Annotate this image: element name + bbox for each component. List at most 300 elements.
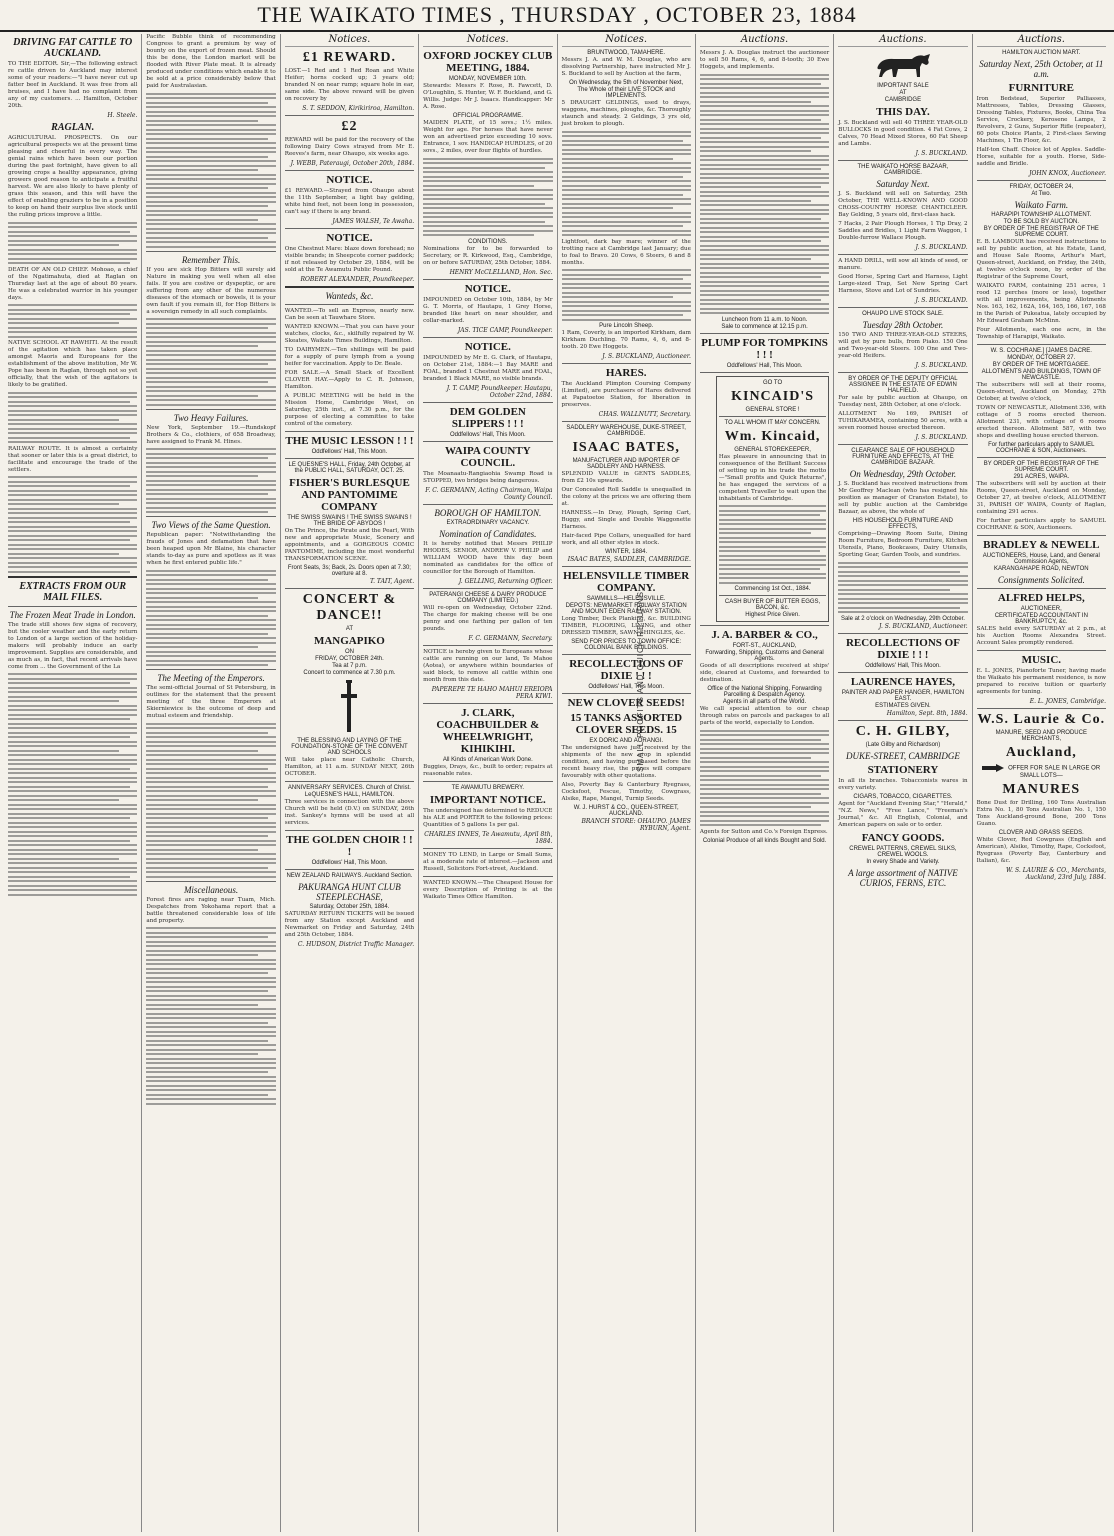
signature: JAS. TICE CAMP, Poundkeeper. <box>457 326 553 334</box>
important-notice-heading: IMPORTANT NOTICE. <box>429 793 546 806</box>
concert-at: AT <box>345 626 354 632</box>
bradley-newell-sub: AUCTIONEERS, House, Land, and General Commission Agents, <box>982 553 1100 565</box>
notice-text: Long Timber, Deck Planking, &c. BUILDING TIMBER, FLOORING, LINING, and other DRESSED TIMBER, SAWN SHINGLES, &c. <box>561 616 691 636</box>
coachbuilder-heading: J. CLARK, COACHBUILDER & WHEELWRIGHT, KIHIKIHI. <box>436 706 540 755</box>
wednesday-line: On Wednesday, 29th October. <box>849 469 957 479</box>
divider <box>423 703 552 704</box>
signature: J. S. BUCKLAND, Auctioneer. <box>602 353 691 360</box>
sheep-heading: Pure Lincoln Sheep. <box>599 323 654 329</box>
helps-sub: AUCTIONEER, <box>1020 606 1062 612</box>
article-text: RAILWAY ROUTE. It is almost a certainty that sooner or later this is a great district, to facilitate and encourage the trade of the settlers. <box>8 445 138 473</box>
colonial-produce-line: Colonial Produce of all kinds Bought and Sold. <box>702 837 827 844</box>
column-8 <box>973 34 1110 1532</box>
headline-two-views: Two Views of the Same Question. <box>151 520 271 530</box>
divider <box>146 669 275 670</box>
column-heading: Auctions. <box>700 34 829 47</box>
divider <box>977 457 1106 458</box>
program-line: THE SWISS SWAINS ! THE SWISS SWAINS ! THE BRIDE OF ABYDOS ! <box>287 515 412 527</box>
signature: JAMES WALSH, Te Awaha. <box>332 218 415 225</box>
ad-subline: Oddfellows' Hall, This Moon. <box>865 662 941 669</box>
signature: C. HUDSON, District Traffic Manager. <box>297 941 415 948</box>
monday-line: MONDAY, OCTOBER 27. <box>1007 355 1076 361</box>
divider <box>977 708 1106 709</box>
notice-text: Has pleasure in announcing that in consequence of the Brilliant Success of setting up in his trade the motto—"Small profits and Quick Returns", he has engaged the services of a competent Traveller to wait upon the inhabitants of Cambridge. <box>718 453 827 502</box>
signature: PAPEREPE TE HAHO MAHUI EREIOPA PERA KIWI. <box>431 685 553 700</box>
mortgagee-line: BY ORDER OF THE MORTGAGEE. <box>992 362 1090 368</box>
stationery-heading: STATIONERY <box>867 763 939 776</box>
divider <box>146 881 275 882</box>
kincaid-go: GO TO <box>763 379 783 386</box>
sale-date: On Wednesday, the 5th of November Next, <box>569 80 684 86</box>
text-lines <box>8 476 137 573</box>
divider <box>562 693 691 694</box>
concern-line: TO ALL WHOM IT MAY CONCERN. <box>724 419 821 426</box>
divider <box>838 254 967 255</box>
notice-text: We call special attention to our cheap through rates on parcels and packages to all parts of the world, especially to London. <box>699 706 830 726</box>
article-text: TO THE EDITOR. Sir,—The following extract re cattle driven to Auckland may interest some of your readers:—"I have never cut up fatter beef in Auckland. It was free from all bruises, and I have had no complaint from any of my customers. ... Hamilton, October 20th. <box>8 61 138 109</box>
registrar-line: BY ORDER OF THE REGISTRAR OF THE SUPREME COURT. <box>983 226 1099 238</box>
signature: J. GELLING, Returning Officer. <box>458 577 553 585</box>
column-2 <box>142 34 280 1532</box>
brewery-heading: TE AWAMUTU BREWERY. <box>451 784 524 791</box>
divider <box>423 848 552 849</box>
cheese-company-heading: PATERANGI CHEESE & DAIRY PRODUCE COMPANY (LIMITED.) <box>429 591 547 604</box>
crewel-line: CREWEL PATTERNS, CREWEL SILKS, CREWEL WOOLS. <box>849 845 957 858</box>
notice-text: J. S. Buckland will sell 40 THREE YEAR-OLD BULLOCKS in good condition. 4 Fat Cows, 2 Calves, 70 Head Mixed Stores, 60 Fat Sheep and Lambs. <box>838 120 968 147</box>
sale-at: AT <box>899 90 907 96</box>
gilby-address: DUKE-STREET, CAMBRIDGE <box>846 750 960 761</box>
kincaid-store: GENERAL STORE ! <box>745 406 800 413</box>
divider <box>423 441 552 442</box>
column-heading: Auctions. <box>838 34 967 47</box>
cigars-line: CIGARS, TOBACCO, CIGARETTES. <box>853 793 953 800</box>
agents-line: Agents in all parts of the World. <box>722 699 807 705</box>
text-lines <box>700 74 829 315</box>
concert-place: MANGAPIKO <box>313 635 385 647</box>
music-heading: MUSIC. <box>1021 654 1062 666</box>
notice-text: Messrs J. A. Douglas instruct the auctioneer to sell 50 Rams, 4, 6, and 8-tooth; 30 Ewe Hoggets, and implements. <box>699 50 830 70</box>
divider <box>285 869 414 870</box>
offer-text: OFFER FOR SALE IN LARGE OR SMALL LOTS— <box>1008 765 1101 779</box>
divider <box>285 588 414 589</box>
notice-text: E. B. LAMBOUR has received instructions to sell by public auction, at his Estate, Land, and House Sale Rooms, Arthur's Mart, Queen-street, Auckland, on Friday, the 24th, at twelve o'clock noon, by order of the Registrar of the Supreme Court, <box>976 239 1106 280</box>
divider <box>285 431 414 432</box>
household-heading: HIS HOUSEHOLD FURNITURE AND EFFECTS, <box>852 518 953 530</box>
signature: T. TAIT, Agent. <box>369 578 415 585</box>
notice-text: IMPOUNDED on October 10th, 1884, by Mr G. T. Morris, of Hautapu, 1 Grey Horse, branded like heart on near shoulder, and collar-marked. <box>423 296 553 324</box>
text-lines <box>700 730 829 827</box>
masthead-date: OCTOBER 23, 1884 <box>655 2 857 27</box>
divider <box>8 606 137 607</box>
notice-text: Three services in connection with the above Church will be held (D.V.) on SUNDAY, 26th inst. Sankey's hymns will be used at all services. <box>284 799 415 826</box>
notice-text: Half-ton Chaff. Choice lot of Apples. Saddle-Horse, suitable for a youth. Horse, Side-saddle and Bridle. <box>976 147 1106 167</box>
kincaid-name: KINCAID'S <box>731 388 815 404</box>
notice-text: Lightfoot, dark bay mare; winner of the trotting race at Cambridge last January; due to foal to Bravo. 20 Cows, 6 Steers, 6 and 8 months. <box>561 238 691 266</box>
notice-text: For further particulars apply to SAMUEL COCHRANE & SON, Auctioneers. <box>976 518 1106 531</box>
divider <box>719 595 826 596</box>
notice-text: Agents for Sutton and Co.'s Foreign Express. <box>699 828 828 835</box>
laurie-sub: MANURE, SEED AND PRODUCE MERCHANTS, <box>995 730 1087 742</box>
sale-place: CAMBRIDGE <box>884 97 922 103</box>
notice-text: The Auckland Plimpton Coursing Company (Limited), are purchasers of Hares delivered at Papatoetoe Station, for liberation in preserves. <box>561 381 691 408</box>
depots-line: DEPOTS: NEWMARKET RAILWAY STATION AND MOUNT EDEN RAILWAY STATION. <box>565 603 687 615</box>
signature: ISAAC BATES, SADDLER, CAMBRIDGE. <box>567 556 691 563</box>
waikato-farm-heading: Waikato Farm. <box>1014 200 1069 210</box>
shades-line: In every Shade and Variety. <box>866 858 940 865</box>
notice-text: Will take place near Catholic Church, Hamilton, at 11 a.m. SUNDAY NEXT, 26th OCTOBER. <box>284 757 415 777</box>
cash-buyer-line: CASH BUYER OF BUTTER EGGS, BACON, &c. <box>724 599 821 611</box>
notice-heading: NOTICE. <box>464 282 511 295</box>
divider <box>719 416 826 417</box>
column-heading: Notices. <box>562 34 691 47</box>
signature: CHAS. WALLNUTT, Secretary. <box>598 411 691 418</box>
notice-text: Four Allotments, each one acre, in the Township of Harapipi, Waikato. <box>976 327 1106 340</box>
article-text: DEATH OF AN OLD CHIEF. Mohoao, a chief of the Ngatimahuta, died at Raglan on Thursday last at the age of about 80 years. He was a celebrated warrior in his younger days. <box>8 266 138 301</box>
concert-time: Concert to commence at 7.30 p.m. <box>303 670 396 676</box>
notice-text: SPLENDID VALUE in GENTS SADDLES, from £2 10s upwards. <box>561 471 691 484</box>
signature: H. Steele. <box>107 112 138 119</box>
signature: W. S. LAURIE & CO., Merchants, Auckland, 23rd July, 1884. <box>1006 867 1106 881</box>
clover-seeds-heading: NEW CLOVER SEEDS! <box>567 697 685 709</box>
column-6 <box>696 34 834 1532</box>
hares-heading: HARES. <box>605 367 647 379</box>
column-heading: Auctions. <box>977 34 1106 47</box>
coachbuilder-sub: All Kinds of American Work Done. <box>442 756 533 763</box>
allotments-heading: ALLOTMENTS AND BUILDINGS, TOWN OF NEWCASTLE. <box>981 369 1102 381</box>
divider <box>423 588 552 589</box>
helps-heading: ALFRED HELPS, <box>997 592 1085 604</box>
auction-mart-heading: HAMILTON AUCTION MART. <box>1002 50 1081 56</box>
notice-text: WANTED KNOWN.—The Cheapest House for every Description of Printing is at the Waikato Times Office Hamilton. <box>423 879 553 900</box>
vertical-slogan: SMALL PROFITS AND QUICK RETURNS. <box>636 587 645 773</box>
headline-miscellaneous: Miscellaneous. <box>183 884 239 895</box>
notice-text: In all its branches. Tobacconists wares in every variety. <box>838 777 968 791</box>
signature: J. S. BUCKLAND, Auctioneer. <box>879 622 968 630</box>
borough-vacancy: EXTRAORDINARY VACANCY. <box>446 519 530 526</box>
ad-subline: Oddfellows' Hall, This Moon. <box>726 362 803 369</box>
clearance-heading: CLEARANCE SALE OF HOUSEHOLD FURNITURE AND EFFECTS, AT THE CAMBRIDGE BAZAAR. <box>851 448 955 466</box>
text-lines <box>423 158 552 237</box>
acres-heading: 291 ACRES, WAIPA. <box>1013 474 1070 480</box>
signature: J. T. CAMP, Poundkeeper. Hautapu, October 22nd, 1884. <box>446 384 553 399</box>
signature: J. S. BUCKLAND. <box>915 362 968 369</box>
headline-mail-extracts: EXTRACTS FROM OUR MAIL FILES. <box>19 580 127 603</box>
saddlery-heading: SADDLERY WAREHOUSE, DUKE-STREET, CAMBRIDGE. <box>566 425 686 437</box>
commencing-line: Commencing 1st Oct., 1884. <box>734 586 811 592</box>
jockey-club-heading: OXFORD JOCKEY CLUB MEETING, 1884. <box>423 50 553 74</box>
divider <box>423 402 552 403</box>
notice-text: 1 Ram, Coverly, is an imported Kirkham, dam Kirkham Duchling. 70 Rams, 4, 6, and 8-tooth. 20 Ewe Hoggets. <box>561 330 691 350</box>
divider <box>838 672 967 673</box>
jockey-club-date: MONDAY, NOVEMBER 10th. <box>448 76 527 82</box>
sale-time-line: Sale to commence at 12.15 p.m. <box>721 323 808 330</box>
text-lines <box>146 318 275 406</box>
notice-text: For sale by public auction at Ohaupo, on Tuesday next, 28th October, at one o'clock. <box>838 395 968 408</box>
text-lines <box>8 222 137 265</box>
grass-seeds-heading: CLOVER AND GRASS SEEDS. <box>998 830 1084 836</box>
notice-text: Stewards: Messrs F. Rose, R. Fawcett, D. O'Loughlin, S. Hunter, W. F. Buckland, and G. Willis. Judge: Mr J. Isaacs. Handicapper: Mr A. Rose. <box>423 83 553 110</box>
company-heading: FISHER'S BURLESQUE AND PANTOMIME COMPANY <box>289 477 410 513</box>
notice-text: LOST.—1 Red and 1 Red Roan and White Heifer; horns cocked up; 3 years old; branded N on near rump; square hole in ear, same side. The above reward will be given on recovery by <box>284 68 415 102</box>
notice-text: MAIDEN PLATE, of 15 sovs.; 1½ miles. Weight for age. For horses that have never won an advertised prize exceeding 10 sovs. Entrance, 1 sov. HANDICAP HURDLES, of 20 sovs., 2 miles, over four flights of hurdles. <box>423 120 553 154</box>
column-4 <box>419 34 557 1532</box>
important-sale-heading: IMPORTANT SALE <box>877 83 929 89</box>
sale-date: Saturday Next, 25th October, at 11 a.m. <box>979 59 1104 79</box>
notice-text: Also, Poverty Bay & Canterbury Ryegrass, Cocksfoot, Fescue, Timothy, Cowgrass, Alsike, Rape, Mangel, Turnip Seeds. <box>561 782 691 802</box>
divider <box>838 160 967 161</box>
headline-remember-this: Remember This. <box>181 254 241 265</box>
divider <box>285 781 414 782</box>
notice-text: TOWN OF NEWCASTLE, Allotment 336, with cottage of 5 rooms erected thereon. Allotment 231, with cottage of 6 rooms erected thereon. Allotment 587, with two shops and dwelling house erected thereon. <box>976 405 1106 439</box>
harapipi-heading: HARAPIPI TOWNSHIP ALLOTMENT. <box>991 212 1092 218</box>
masthead-day: THURSDAY <box>511 2 638 27</box>
divider <box>700 333 829 334</box>
programme-heading: OFFICIAL PROGRAMME. <box>452 113 523 119</box>
notice-heading: NOTICE. <box>464 340 511 353</box>
signature: BRANCH STORE: OHAUPO. JAMES RYBURN, Agent. <box>581 818 691 832</box>
notice-text: Nominations for to be forwarded to Secretary, or R. Kirkwood, Esq., Cambridge, on or before SATURDAY, 25th October, 1884. <box>423 245 553 266</box>
laurie-city: Auckland, <box>1005 745 1077 760</box>
divider <box>285 458 414 459</box>
article-text: NATIVE SCHOOL AT RAWHITI. At the result of the agitation which has taken place amongst Maoris and Europeans for the establishment of the above institution, Mr W. Pope has been in Raglan, through not so yet officially, that the wish of the agitators is likely to be gratified. <box>8 340 138 388</box>
signature: J. WEBB, Pateraugi, October 20th, 1884. <box>290 160 415 167</box>
divider <box>423 876 552 877</box>
paper-title: THE WAIKATO TIMES <box>257 2 494 27</box>
signature: HENRY McCLELLAND, Hon. Sec. <box>449 268 553 276</box>
notice-text: The undersigned has determined to REDUCE his ALE and PORTER to the following prices: Quantities of 5 gallons 1s per gal. <box>423 807 553 828</box>
notice-text: The undersigned have just received by the shipments of the new crop in splendid condition, and having purchased before the recent heavy rise, the prices will compare favourably with other quotations. <box>561 745 691 779</box>
golden-choir-heading: THE GOLDEN CHOIR ! ! ! <box>286 834 413 858</box>
divider <box>562 363 691 364</box>
notice-text: Agent for "Auckland Evening Star," "Herald," "N.Z. News," "Free Lance," "Freeman's Journal," &c. All English, Colonial, and American papers on sale or to order. <box>838 800 968 828</box>
notice-text: A PUBLIC MEETING will be held in the Mission Home, Cambridge West, on Saturday, 25th inst., at 7.30 p.m., for the purpose of electing a committee to take control of the cemetery. <box>284 393 415 427</box>
concert-date: FRIDAY, OCTOBER 24th. <box>315 656 384 662</box>
tuesday-line: Tuesday 28th October. <box>862 320 944 330</box>
notice-text: The Moanaatu-Rangiaohia Swamp Road is STOPPED, two bridges being dangerous. <box>423 470 553 484</box>
reward-heading: £1 REWARD. <box>302 50 397 65</box>
signature: J. S. BUCKLAND. <box>915 434 968 441</box>
this-day-heading: THIS DAY. <box>876 106 930 118</box>
divider <box>977 650 1106 651</box>
signature: F. C. GERMANN, Secretary. <box>468 634 553 642</box>
notice-text: WANTED.—To sell an Express, nearly new. Can be seen at Tauwhare Store. <box>284 308 415 321</box>
signature: J. S. BUCKLAND. <box>915 244 968 251</box>
text-lines <box>146 448 275 513</box>
luncheon-line: Luncheon from 11 a.m. to Noon. <box>721 316 808 323</box>
divider <box>700 372 829 373</box>
hunt-club-date: Saturday, October 25th, 1884. <box>309 904 390 910</box>
consignments-line: Consignments Solicited. <box>997 575 1085 585</box>
deputy-assignee-line: BY ORDER OF THE DEPUTY OFFICIAL ASSIGNEE IN THE ESTATE OF EDWIN HALFIELD. <box>848 376 958 394</box>
shipment-line: EX DORIC AND AORANGI. <box>589 738 664 744</box>
notice-text: The subscribers will sell at their rooms, Queen-street, Auckland on Monday, 27th October, at twelve o'clock, <box>976 382 1106 402</box>
dixie-heading: RECOLLECTIONS OF DIXIE ! ! ! <box>569 658 684 682</box>
borough-heading: BOROUGH OF HAMILTON. <box>434 507 542 518</box>
divider <box>423 279 552 280</box>
text-lines <box>562 131 691 237</box>
notice-text: HARNESS.—In Dray, Plough, Spring Cart, Buggy, and Single and Double Waggonette Harness. <box>561 510 691 530</box>
gilby-name: C. H. GILBY, <box>855 723 951 739</box>
section-wanteds: Wanteds, &c. <box>325 291 374 301</box>
headline-driving-cattle: DRIVING FAT CATTLE TO AUCKLAND. <box>13 37 133 59</box>
golden-slippers-heading: DEM GOLDEN SLIPPERS ! ! ! <box>449 405 526 430</box>
reward-heading: £2 <box>341 119 358 134</box>
text-lines <box>562 269 691 321</box>
blessing-heading: THE BLESSING AND LAYING OF THE FOUNDATION-STONE OF THE CONVENT AND SCHOOLS <box>291 738 408 756</box>
railways-heading: NEW ZEALAND RAILWAYS. Auckland Section. <box>286 873 413 879</box>
notice-text: SALES held every SATURDAY at 2 p.m., at his Auction Rooms Alexandra Street. Account Sales promptly rendered. <box>976 626 1106 646</box>
article-text: Forest fires are raging near Tuam, Mich. Despatches from Yokohama report that a battle threatened considerable loss of life and property. <box>146 896 276 924</box>
gilby-sub: (Late Gilby and Richardson) <box>865 741 941 748</box>
headline-frozen-meat: The Frozen Meat Trade in London. <box>9 609 136 620</box>
notice-text: WANTED KNOWN.—That you can have your watches, clocks, &c., skilfully repaired by W. Skeates, Waikato Times Buildings, Hamilton. <box>284 324 415 344</box>
column-heading: Notices. <box>423 34 552 47</box>
send-prices-line: SEND FOR PRICES TO TOWN OFFICE: COLONIAL BANK BUILDINGS. <box>571 639 682 651</box>
signature: ROBERT ALEXANDER, Poundkeeper. <box>300 276 415 283</box>
offer-line <box>977 763 1106 779</box>
nomination-heading: Nomination of Candidates. <box>439 528 537 539</box>
notice-text: Bone Dust for Drilling, 160 Tons Australian Extra No. 1, 80 Tons Australian No. 1, 150 Tons Auckland-ground Bone, 200 Tons Guano. <box>976 800 1106 827</box>
kincaid-ad <box>716 376 829 623</box>
notice-text: 150 TWO AND THREE-YEAR-OLD STEERS, will get by pure bulls, from Piako. 150 One and Two-year-old Steers. 100 One and Two-year-old Heifers. <box>838 332 968 359</box>
manures-heading: MANURES <box>1002 782 1081 797</box>
fancy-goods-heading: FANCY GOODS. <box>861 831 945 844</box>
headline-failures: Two Heavy Failures. <box>173 412 249 423</box>
notice-text: £1 REWARD.—Strayed from Ohaupo about the 11th September, a light bay gelding, white hind feet, not been long in possession, can't say if there is any brand. <box>284 188 415 215</box>
tompkins-heading: PLUMP FOR TOMPKINS ! ! ! <box>701 336 828 361</box>
notice-text: FOR SALE.—A Small Stack of Excellent CLOVER HAY.—Apply to C. R. Johnson, Hamilton. <box>284 370 415 390</box>
text-lines <box>8 673 137 896</box>
article-text: The semi-official Journal of St Petersburg, in outlines for the statement that the present meeting of the three Emperors at Skierniewice is the outcome of deep and mutual esteem and friendship. <box>146 685 276 719</box>
pointing-hand-icon <box>982 763 1006 773</box>
friday-line: FRIDAY, OCTOBER 24, <box>1009 184 1074 190</box>
column-heading: Notices. <box>285 34 414 47</box>
horse-icon <box>872 50 934 80</box>
notice-text: It is hereby notified that Messrs PHILIP RHODES, SENIOR, ANDREW V. PHILIP and WILLIAM WOOD have this day been nominated as candidates for the office of councillor for the Borough of Hamilton. <box>423 540 553 575</box>
ad-subline: Oddfellows' Hall, This Moon. <box>449 431 526 438</box>
column-5 <box>558 34 696 1532</box>
music-lesson-heading: THE MUSIC LESSON ! ! ! <box>285 435 414 447</box>
notice-text: On The Prince, the Pirate and the Pearl, With new and appropriate Music, Scenery and appointments, and a GORGEOUS COMIC PANTOMIME, including the most wonderful TRANSFORMATION SCENE. <box>284 528 415 562</box>
divider <box>423 337 552 338</box>
signature: J. S. BUCKLAND. <box>915 297 968 304</box>
ad-subline: Oddfellows' Hall, This Moon. <box>311 449 388 455</box>
notice-text: Iron Bedstead, Superior Palliasses, Mattresses, Tables, Dressing Glasses, Dressing Tables, Fixtures, Books, China Tea Service, Crockery, Kerosene Lamps, 2 Revolvers, 2 Guns, Superior Rifle (repeater), 60 pots Choice Plants, 2 First-class Sewing Machines, 1 Tin Floor, &c. <box>976 96 1106 144</box>
divider <box>423 645 552 646</box>
concert-tea: Tea at 7 p.m. <box>332 663 367 669</box>
ohaupo-sale-heading: OHAUPO LIVE STOCK SALE. <box>862 311 944 317</box>
divider <box>977 588 1106 589</box>
winter-line: WINTER, 1884. <box>605 549 648 555</box>
saturday-next: Saturday Next. <box>876 179 930 189</box>
signature: J. S. BUCKLAND. <box>915 150 968 157</box>
divider <box>838 307 967 308</box>
article-text: Republican paper: "Notwithstanding the frauds of Jones and defamation that have been heaped upon Mr Blaine, his character stands to-day as pure and spotless as it was when he first entered public life." <box>146 532 276 566</box>
headline-emperors: The Meeting of the Emperors. <box>157 673 265 683</box>
prices-line: Front Seats, 3s; Back, 2s. Doors open at 7.30; overture at 8. <box>287 565 411 577</box>
text-lines <box>146 927 275 1105</box>
bradley-newell-heading: BRADLEY & NEWELL <box>983 539 1100 551</box>
article-text: The trade still shows few signs of recovery, but the cooler weather and the early return to London of a large section of the holiday-makers will probably induce an early improvement. Supplies are considerable, and as much as, in fact, that recent arrivals have come from ... the Government of the La <box>8 621 138 670</box>
native-curios-line: A large assortment of NATIVE CURIOS, FERNS, ETC. <box>848 867 958 888</box>
to-be-sold-line: TO BE SOLD BY AUCTION. <box>1003 219 1080 225</box>
divider <box>562 566 691 567</box>
isaac-bates-name: ISAAC BATES, <box>572 440 680 455</box>
notice-text: One Chestnut Mare: blaze down forehead; no visible brands; in Sheepcote corner paddock; if not released by October 29, 1884, will be sold at the Te Awamutu Public Pound. <box>284 246 415 273</box>
headline-raglan: RAGLAN. <box>51 122 95 133</box>
notice-text: 7 Hacks, 2 Pair Plough Horses, 1 Tip Dray, 2 Saddles and Bridles, 1 Light Farm Waggon, 1 Double-furrow Wallace Plough. <box>838 221 968 241</box>
signature: Hamilton, Sept. 8th, 1884. <box>886 709 968 717</box>
signature: F. C. GERMANN, Acting Chairman, Waipa County Council. <box>425 486 553 501</box>
notice-text: Goods of all descriptions received at ships' side, cleared at Customs, and forwarded to destination. <box>699 663 830 683</box>
text-lines <box>719 505 826 584</box>
notice-heading: NOTICE. <box>326 174 373 186</box>
anniversary-hall: LeQUESNE'S HALL, HAMILTON. <box>304 792 395 798</box>
divider <box>562 654 691 655</box>
notice-heading: NOTICE. <box>326 232 373 244</box>
particulars-line: For further particulars apply to SAMUEL COCHRANE & SON, Auctioneers. <box>988 442 1095 454</box>
divider <box>146 251 275 252</box>
waipa-council-heading: WAIPA COUNTY COUNCIL. <box>444 444 531 469</box>
divider <box>8 576 137 578</box>
divider <box>285 170 414 171</box>
supreme-court-line: BY ORDER OF THE REGISTRAR OF THE SUPREME COURT. <box>983 461 1099 473</box>
signature: E. L. JONES, Cambridge. <box>1029 698 1106 705</box>
notice-text: SATURDAY RETURN TICKETS will be issued from any Station except Auckland and Newmarket on Friday and Saturday, 24th and 25th October, 1884. <box>284 911 415 938</box>
ad-subline: Oddfellows' Hall, This Moon. <box>311 860 388 866</box>
notice-text: NOTICE is hereby given to Europeans whose cattle are running on our land, Te Mahoe (Aotea), or anywhere within boundaries of said block, to remove all cattle within one month from this date. <box>423 648 553 683</box>
divider <box>700 625 829 626</box>
at-two-line: At Two. <box>1031 191 1052 197</box>
concert-on: ON <box>344 649 354 655</box>
article-text: New York, September 19.—Rundskopf Brothers & Co., clothiers, of 658 Broadway, have assigned to Frank M. Hines. <box>146 424 276 445</box>
divider <box>838 444 967 445</box>
dixie-heading: RECOLLECTIONS OF DIXIE ! ! ! <box>845 636 960 661</box>
helensville-heading: HELENSVILLE TIMBER COMPANY. <box>563 570 690 594</box>
sale-time-line: Sale at 2 o'clock on Wednesday, 29th October. <box>840 615 965 622</box>
signature: JOHN KNOX, Auctioneer. <box>1029 170 1106 177</box>
notice-text: A HAND DRILL, will sow all kinds of seed, or manure. <box>838 258 968 271</box>
divider <box>285 286 414 288</box>
cross-icon <box>340 680 358 734</box>
divider <box>838 372 967 373</box>
notice-text: Our Concealed Roll Saddle is unequalled in the colony at the prices we are offering them at. <box>561 487 691 507</box>
columns <box>4 34 1110 1532</box>
notice-text: Good Horse, Spring Cart and Harness, Light Large-sized Trap, Set New Spring Cart Harness, Stove and Lot of Sundries. <box>838 274 968 294</box>
signature: S. T. SEDDON, Kirikiriroa, Hamilton. <box>302 105 415 112</box>
divider <box>977 180 1106 181</box>
text-lines <box>146 723 275 878</box>
karangahape-line: KARANGAHAPE ROAD, NEWTON <box>994 566 1089 572</box>
notice-text: The subscribers will sell by auction at their Rooms, Queen-street, Auckland on Monday, October 27, at twelve o'clock, ALLOTMENT 31, PARISH OF WAIPA, County of Raglan, containing 291 acres. <box>976 481 1106 515</box>
notice-text: Will re-open on Wednesday, October 22nd. The charge for making cheese will be one penny and one farthing per gallon of ten pounds. <box>423 604 553 632</box>
notice-text: MONEY TO LEND, in Large or Small Sums, at a moderate rate of interest.—Jackson and Russell, Solicitors Fort-street, Auckland. <box>423 851 553 872</box>
hayes-trade: PAINTER AND PAPER HANGER, HAMILTON EAST. <box>841 689 965 702</box>
hayes-name: LAURENCE HAYES, <box>850 675 955 688</box>
signature: CHARLES INNES, Te Awamutu, April 8th, 1884. <box>424 830 553 845</box>
laurie-name: W.S. Laurie & Co. <box>977 712 1106 727</box>
notice-text: White Clover, Red Cowgrass (English and American), Alsike, Timothy, Rape, Cocksfoot, Ryegrass (Poverty Bay, Canterbury and Italian), &c. <box>976 837 1106 864</box>
notice-text: Hair-faced Pipe Collars, unequalled for hard work, and all other styles in stock. <box>561 533 691 546</box>
barber-heading: J. A. BARBER & CO., <box>711 629 818 641</box>
helps-desc: CERTIFICATED ACCOUNTANT IN BANKRUPTCY, &c. <box>994 613 1088 625</box>
notice-text: Messrs J. A. and W. M. Douglas, who are dissolving Partnership, have instructed Mr J. S. Buckland to sell by Auction at the farm, <box>561 57 691 77</box>
notice-text: J. S. Buckland will sell on Saturday, 25th October, THE WELL-KNOWN AND GOOD CROSS-COUNTRY HORSE CHANTICLEER. Bay Gelding, 5 years old, first-class hack. <box>838 191 968 218</box>
column-3 <box>281 34 419 1532</box>
hurst-line: W. J. HURST & CO., QUEEN-STREET, AUCKLAND. <box>573 805 679 817</box>
bruntwood-heading: BRUNTWOOD, TAMAHERE. <box>587 50 666 56</box>
notice-text: 5 DRAUGHT GELDINGS, used to drays, waggons, machines, ploughs, &c. Thoroughly staunch and steady. 2 Geldings, 3 yrs old, just broken to plough. <box>561 100 691 127</box>
